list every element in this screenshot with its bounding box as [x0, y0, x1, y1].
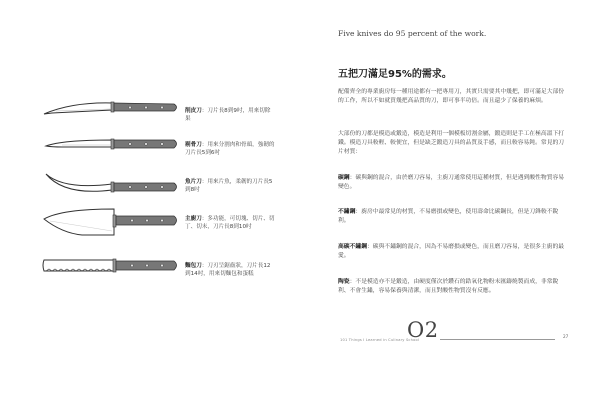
- material-text: ：不是模造亦不是鍛造，由硬度僅次於鑽石的鋯氧化物粉末匯鑄燒製而成，非常銳利、不會生鏽，容易保養與清潔，而且對酸性物質沒有反應。: [338, 279, 559, 295]
- material-paragraph: [338, 174, 568, 192]
- running-footer: 101 Things I Learned in Culinary School: [340, 338, 420, 342]
- material-term: 高碳不鏽鋼: [338, 244, 367, 250]
- intro-paragraph: 配備齊全的專業廚房每一種用途都有一把專用刀，其實只需要其中幾把，即可滿足大部份的工作，所以不如就買幾把高品質的刀，即可事半功倍。而且還少了保養的麻煩。: [338, 89, 565, 105]
- material-text: ：廚房中最常見的材質，不易磨損或變色，使用壽命比碳鋼長，但是刀鋒較不銳利。: [338, 209, 559, 225]
- knife-caption: [185, 141, 275, 157]
- fillet-knife-icon: [42, 170, 182, 198]
- material-paragraph: [338, 208, 568, 226]
- knife-desc: ：用來分割肉和骨頭，強韌的刀片長5到6吋: [185, 142, 275, 156]
- footer-rule: [440, 339, 555, 340]
- knife-desc: ：多功能，可切塊、切片、切丁、切末，刀片長8到10吋: [185, 216, 275, 230]
- boning-knife-icon: [42, 131, 182, 155]
- material-term: 不鏽鋼: [338, 209, 356, 215]
- knife-caption: [185, 178, 275, 194]
- material-term: 碳鋼: [338, 175, 350, 181]
- paragraph-materials-intro: 大部份的刀都是模造或鍛造，模造是利用一個模板切割金屬，鍛造則是手工在極高溫下打鐵。模造刀具較輕、較便宜，但是缺乏鍛造刀具的品質及手感，而且較容易鈍。常見的刀片材質：: [338, 131, 565, 156]
- knife-name: 削皮刀: [185, 108, 202, 114]
- knife-name: 剔骨刀: [185, 142, 202, 148]
- paring-knife-icon: [42, 95, 182, 121]
- knife-caption: [185, 215, 275, 231]
- material-text: ：碳與不鏽鋼的混合，因為不易磨損或變色，而且磨刀容易，是很多主廚的最愛。: [338, 244, 565, 260]
- material-paragraph: [338, 278, 568, 296]
- knife-desc: ：刀片長8到9吋，用來切除果: [185, 108, 271, 122]
- material-paragraph: [338, 243, 568, 261]
- knife-name: 麵包刀: [185, 263, 202, 269]
- lesson-number: O2: [407, 318, 439, 342]
- knife-desc: ：刀刃呈鋸齒狀，刀片長12到14吋，用來切麵包和蛋糕: [185, 263, 271, 277]
- page-number: 27: [563, 334, 569, 339]
- knife-desc: ：用來片魚，柔韌的刀片長5到8吋: [185, 179, 273, 193]
- knife-name: 主廚刀: [185, 216, 202, 222]
- knife-name: 魚片刀: [185, 179, 202, 185]
- knife-caption: [185, 262, 275, 278]
- epigraph: Five knives do 95 percent of the work.: [338, 29, 487, 38]
- bread-knife-icon: [42, 253, 182, 277]
- knife-caption: [185, 107, 275, 123]
- material-text: ：碳與鋼的混合，由於磨刀容易，主廚刀通常使用這種材質，但是遇到酸性物質容易變色。: [338, 175, 565, 191]
- chef-knife-icon: [42, 205, 182, 239]
- page-heading: 五把刀滿足95%的需求。: [338, 69, 452, 80]
- material-term: 陶瓷: [338, 279, 350, 285]
